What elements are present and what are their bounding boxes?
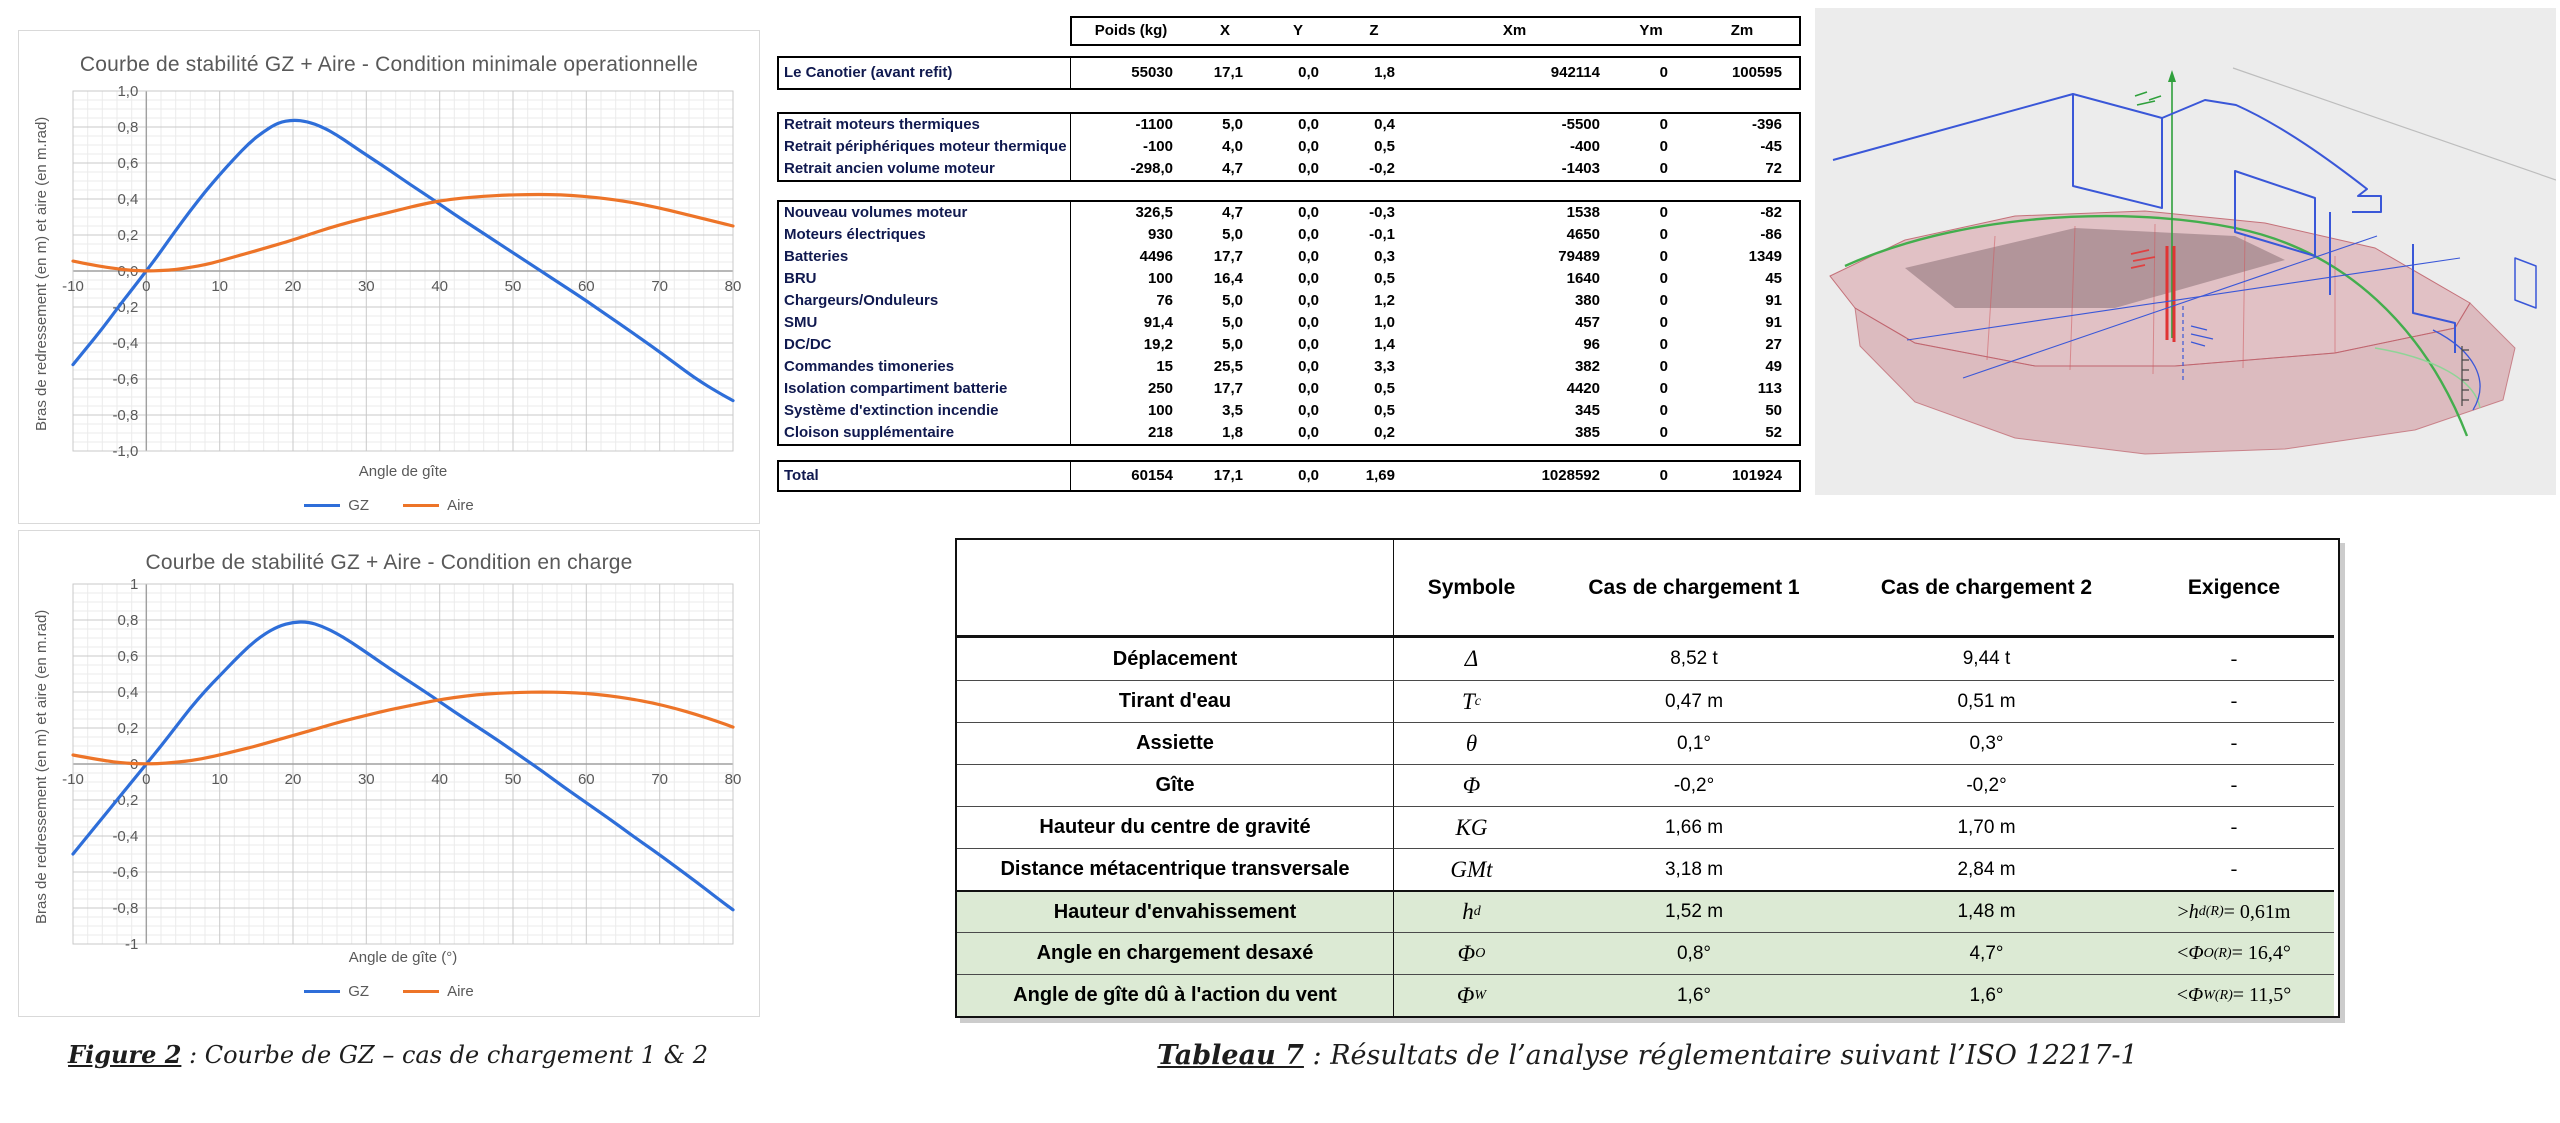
svg-text:1,0: 1,0 [117,83,139,100]
table-row-total [779,462,1799,490]
row-label: Gîte [957,764,1394,806]
svg-text:40: 40 [431,771,449,788]
weights-table [777,16,1802,498]
cell: 113 [1757,380,1782,397]
figure2-caption-tag: Figure 2 [68,1040,182,1069]
cell: 1,70 m [1839,806,2134,848]
symbol-cell: GMt [1394,848,1549,890]
column-header: Z [1369,22,1379,39]
cell: 101924 [1731,467,1782,484]
cell: 3,5 [1222,402,1243,419]
cell: 1,0 [1374,314,1395,331]
cell: 218 [1147,424,1173,441]
tableau7-caption [955,1040,2340,1071]
cell: 17,7 [1213,248,1243,265]
row-label: Déplacement [957,638,1394,680]
figure2-caption [18,1040,758,1069]
svg-text:80: 80 [724,278,742,295]
cell: 3,3 [1374,358,1395,375]
cell: 0,8° [1549,932,1839,974]
cell: 8,52 t [1670,648,1718,669]
weights-additions-box [777,200,1801,446]
legend-line-aire [403,504,439,507]
svg-text:0,2: 0,2 [117,720,139,737]
row-label: Cloison supplémentaire [779,422,1071,444]
row-label: Angle en chargement desaxé [957,932,1394,974]
svg-text:0,0: 0,0 [117,263,139,280]
svg-text:20: 20 [284,278,302,295]
cell: 0 [1659,204,1668,221]
chart-legend [19,497,759,514]
cell: 50 [1765,402,1782,419]
cell: 5,0 [1222,116,1243,133]
legend-item-gz [304,983,369,1000]
header-exigence: Exigence [2134,540,2334,638]
cell: 1,52 m [1549,890,1839,932]
table-row [779,334,1799,356]
svg-text:70: 70 [651,771,669,788]
column-header: Ym [1639,22,1663,39]
svg-text:-10: -10 [62,771,84,788]
cell: 0 [1659,467,1668,484]
cell: 17,1 [1213,64,1243,81]
requirement-cell: > h d(R) = 0,61m [2134,890,2334,932]
cell: 1,2 [1374,292,1395,309]
cell: 4496 [1139,248,1173,265]
cell: 0,0 [1298,292,1319,309]
row-label: Distance métacentrique transversale [957,848,1394,890]
cell: 79489 [1558,248,1600,265]
y-axis-label: Bras de redressement (en m) et aire (en m.rad) [33,609,50,925]
cell: 16,4 [1213,270,1243,287]
cell: 1349 [1748,248,1782,265]
row-label: Hauteur d'envahissement [957,890,1394,932]
cell: 1538 [1566,204,1600,221]
cell: 17,1 [1213,467,1243,484]
table-row [779,114,1799,136]
cell: 1,6° [1549,974,1839,1016]
cell: 25,5 [1213,358,1243,375]
cell: 0,0 [1298,424,1319,441]
cell: 385 [1574,424,1600,441]
cell: 2,84 m [1839,848,2134,890]
chart-title: Courbe de stabilité GZ + Aire - Condition minimale operationnelle [79,53,699,76]
svg-text:1: 1 [129,576,139,593]
stability-chart-loaded-condition [18,530,760,1017]
row-label: Chargeurs/Onduleurs [779,290,1071,312]
cad-3d-view [1815,8,2556,495]
cell: 0 [1659,380,1668,397]
svg-text:30: 30 [357,771,375,788]
cell: 15 [1156,358,1173,375]
cell: -0,2 [1369,160,1395,177]
svg-text:-0,4: -0,4 [112,335,139,352]
column-header: Zm [1730,22,1754,39]
table-row [779,224,1799,246]
cell: 0 [1659,336,1668,353]
row-label: Retrait moteurs thermiques [779,114,1071,136]
cell: 60154 [1131,467,1173,484]
cell: 5,0 [1222,292,1243,309]
cell: 0,2 [1374,424,1395,441]
table-row [779,268,1799,290]
cell: 0 [1659,314,1668,331]
cell: 96 [1583,336,1600,353]
cell: 91,4 [1143,314,1173,331]
legend-item-aire [403,497,474,514]
table-row [779,158,1799,180]
requirement-cell: - [2134,848,2334,890]
svg-text:-1: -1 [124,936,139,952]
svg-text:0,6: 0,6 [117,648,139,665]
row-label: Batteries [779,246,1071,268]
svg-text:10: 10 [211,771,229,788]
cell: 0,0 [1298,467,1319,484]
symbol-cell: Δ [1464,646,1479,671]
cell: 0,0 [1298,116,1319,133]
cell: -298,0 [1130,160,1173,177]
stability-chart-plot [59,574,747,952]
header-symbole: Symbole [1394,540,1549,638]
cell: 45 [1765,270,1782,287]
legend-line-gz [304,504,340,507]
svg-text:50: 50 [504,278,522,295]
svg-text:0,8: 0,8 [117,612,139,629]
legend-line-gz [304,990,340,993]
cell: 0,3 [1374,248,1395,265]
row-label: Retrait périphériques moteur thermique [779,136,1071,158]
cell: 345 [1574,402,1600,419]
row-label: Système d'extinction incendie [779,400,1071,422]
tableau7-caption-text: Résultats de l’analyse réglementaire suivant l’ISO 12217-1 [1330,1040,2138,1071]
row-label: DC/DC [779,334,1071,356]
cell: 1028592 [1541,467,1600,484]
cell: 382 [1574,358,1600,375]
table-row [779,356,1799,378]
svg-text:70: 70 [651,278,669,295]
cell: 942114 [1550,64,1600,81]
cell: 0,0 [1298,336,1319,353]
cell: 0 [1659,402,1668,419]
cell: 0,51 m [1839,680,2134,722]
header-empty [957,540,1394,638]
cell: 0,5 [1374,380,1395,397]
cell: 380 [1574,292,1600,309]
legend-label-aire: Aire [447,983,474,1000]
requirement-cell: - [2134,680,2334,722]
chart-title: Courbe de stabilité GZ + Aire - Condition en charge [145,551,633,574]
svg-text:20: 20 [284,771,302,788]
column-header: Poids (kg) [1094,22,1168,39]
column-header: Y [1292,22,1303,39]
header-cas2: Cas de chargement 2 [1839,540,2134,638]
cell: 0,0 [1298,138,1319,155]
cell: 55030 [1131,64,1173,81]
row-label: SMU [779,312,1071,334]
requirement-cell: < Φ W(R) = 11,5° [2134,974,2334,1016]
svg-text:0: 0 [142,278,151,295]
cell: 52 [1765,424,1782,441]
cell: -0,2° [1549,764,1839,806]
cell: 1,8 [1222,424,1243,441]
cell: -5500 [1561,116,1600,133]
svg-text:-0,6: -0,6 [112,864,139,881]
symbol-cell: θ [1394,722,1549,764]
legend-label-gz: GZ [348,497,370,514]
cell: 0,5 [1374,402,1395,419]
symbol-cell: T c [1394,680,1549,722]
requirement-cell: - [2134,806,2334,848]
legend-item-aire [403,983,474,1000]
column-header: X [1219,22,1230,39]
legend-label-gz: GZ [348,983,370,1000]
table-row [779,400,1799,422]
cell: 0,5 [1374,138,1395,155]
row-label: Hauteur du centre de gravité [957,806,1394,848]
cell: 457 [1574,314,1600,331]
row-label: Commandes timoneries [779,356,1071,378]
table-row [779,378,1799,400]
weights-total-box [777,460,1801,492]
cell: 4,7 [1222,160,1243,177]
cell: 5,0 [1222,314,1243,331]
cell: -82 [1760,204,1782,221]
cell: -400 [1569,138,1600,155]
table-row [779,422,1799,444]
figure2-caption-text: Courbe de GZ – cas de chargement 1 & 2 [204,1041,708,1069]
cell: 0 [1659,116,1668,133]
x-axis-label: Angle de gîte [358,463,448,480]
svg-text:30: 30 [357,278,375,295]
cell: 5,0 [1222,226,1243,243]
svg-text:50: 50 [504,771,522,788]
cad-3d-hull-render [1815,8,2556,495]
weights-removals-box [777,112,1801,182]
cell: 1,8 [1374,64,1395,81]
cell: 17,7 [1213,380,1243,397]
table-row [779,58,1799,88]
cell: -396 [1751,116,1782,133]
row-label: Isolation compartiment batterie [779,378,1071,400]
cell: -0,2° [1839,764,2134,806]
svg-text:-1,0: -1,0 [112,443,139,459]
legend-label-aire: Aire [447,497,474,514]
cell: 72 [1765,160,1782,177]
cell: 0,3° [1839,722,2134,764]
symbol-cell: h d [1394,890,1549,932]
cell: 0,4 [1374,116,1395,133]
svg-text:0: 0 [142,771,151,788]
cell: -1100 [1135,116,1173,133]
svg-text:10: 10 [211,278,229,295]
cell: 3,18 m [1549,848,1839,890]
cell: 0 [1659,160,1668,177]
cell: 1640 [1566,270,1600,287]
cell: 0,0 [1298,64,1319,81]
legend-line-aire [403,990,439,993]
svg-text:-0,6: -0,6 [112,371,139,388]
row-label: Assiette [957,722,1394,764]
cell: 91 [1765,314,1782,331]
cell: 0,0 [1298,248,1319,265]
tableau7-caption-tag: Tableau 7 [1157,1040,1304,1071]
cell: 9,44 t [1962,648,2011,669]
cell: 930 [1147,226,1173,243]
cell: 0,0 [1298,270,1319,287]
cell: 0 [1659,226,1668,243]
requirement-cell: - [2134,764,2334,806]
cell: 1,6° [1839,974,2134,1016]
weights-table-header [1070,16,1801,46]
symbol-cell: Φ O [1394,932,1549,974]
cell: 0,0 [1298,358,1319,375]
y-axis-label: Bras de redressement (en m) et aire (en m.rad) [33,116,50,432]
cell: 0 [1659,270,1668,287]
svg-text:0,8: 0,8 [117,119,139,136]
cell: 19,2 [1143,336,1173,353]
cell: 76 [1156,292,1173,309]
table-row [779,202,1799,224]
cell: 4,7° [1839,932,2134,974]
cell: 0 [1659,248,1668,265]
requirement-cell: < Φ O(R) = 16,4° [2134,932,2334,974]
svg-text:0,4: 0,4 [117,191,139,208]
svg-text:-0,4: -0,4 [112,828,139,845]
weights-base-row-box [777,56,1801,90]
table-row [779,290,1799,312]
cell: 0 [1659,64,1668,81]
cell: 0 [1659,424,1668,441]
svg-text:40: 40 [431,278,449,295]
svg-text:-10: -10 [62,278,84,295]
cell: 0,47 m [1549,680,1839,722]
row-label: Nouveau volumes moteur [779,202,1071,224]
stability-chart-minimal-condition [18,30,760,524]
cell: 250 [1147,380,1173,397]
cell: 5,0 [1222,336,1243,353]
cell: 1,48 m [1839,890,2134,932]
svg-text:-0,8: -0,8 [112,407,139,424]
cell: 27 [1765,336,1782,353]
cell: -0,1 [1369,226,1395,243]
cell: 4,7 [1222,204,1243,221]
row-label: Angle de gîte dû à l'action du vent [957,974,1394,1016]
cell: -100 [1142,138,1173,155]
svg-text:-0,2: -0,2 [112,792,139,809]
column-header: Xm [1502,22,1527,39]
cell: 100 [1147,402,1173,419]
cell: 0,0 [1298,204,1319,221]
cell: 0,0 [1298,380,1319,397]
svg-text:-0,2: -0,2 [112,299,139,316]
iso-results-table [955,538,2340,1018]
symbol-cell: Φ W [1394,974,1549,1016]
cell: 0,0 [1298,160,1319,177]
cell: -45 [1760,138,1782,155]
table-row [779,246,1799,268]
chart-legend [19,983,759,1000]
cell: 0,5 [1374,270,1395,287]
aire-curve [73,195,733,271]
row-label: Total [779,462,1071,490]
cell: 4420 [1566,380,1600,397]
stability-chart-plot [59,81,747,459]
table-row [779,312,1799,334]
svg-text:0,2: 0,2 [117,227,139,244]
gz-curve [73,120,733,400]
row-label: Tirant d'eau [957,680,1394,722]
svg-text:0,6: 0,6 [117,155,139,172]
symbol-cell: Φ [1394,764,1549,806]
cell: 1,69 [1365,467,1395,484]
row-label: Le Canotier (avant refit) [779,58,1071,88]
table-row [779,136,1799,158]
cell: 0 [1659,138,1668,155]
cell: 0,1° [1549,722,1839,764]
cell: 4,0 [1222,138,1243,155]
cell: 1,66 m [1549,806,1839,848]
cell: -1403 [1561,160,1600,177]
cell: 100595 [1731,64,1782,81]
cell: 0,0 [1298,314,1319,331]
figure2-caption-sep: : [181,1041,205,1069]
cell: 100 [1147,270,1173,287]
cell: -86 [1760,226,1782,243]
cell: 0 [1659,358,1668,375]
row-label: BRU [779,268,1071,290]
x-axis-label: Angle de gîte (°) [348,949,458,966]
svg-text:-0,8: -0,8 [112,900,139,917]
symbol-cell: KG [1394,806,1549,848]
tableau7-caption-sep: : [1303,1040,1331,1071]
cell: 1,4 [1374,336,1395,353]
cell: 49 [1765,358,1782,375]
requirement-cell: - [2230,647,2238,670]
svg-text:0: 0 [129,756,139,773]
cell: -0,3 [1369,204,1395,221]
svg-text:80: 80 [724,771,742,788]
cell: 0,0 [1298,402,1319,419]
cell: 0 [1659,292,1668,309]
svg-text:0,4: 0,4 [117,684,139,701]
cell: 4650 [1566,226,1600,243]
svg-text:60: 60 [577,278,595,295]
requirement-cell: - [2134,722,2334,764]
row-label: Retrait ancien volume moteur [779,158,1071,180]
row-label: Moteurs électriques [779,224,1071,246]
header-cas1: Cas de chargement 1 [1549,540,1839,638]
cell: 91 [1765,292,1782,309]
svg-text:60: 60 [577,771,595,788]
legend-item-gz [304,497,369,514]
cell: 326,5 [1135,204,1173,221]
cell: 0,0 [1298,226,1319,243]
